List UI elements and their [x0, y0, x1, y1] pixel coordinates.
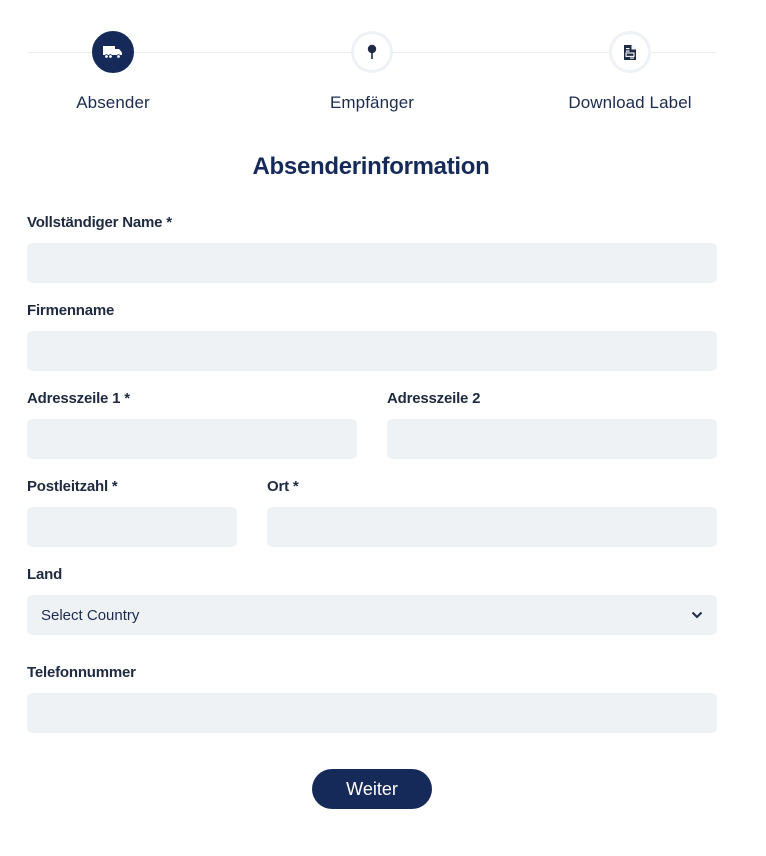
- city-input[interactable]: [267, 507, 717, 547]
- step-circle-sender: [92, 31, 134, 73]
- step-circle-recipient: [351, 31, 393, 73]
- next-button[interactable]: Weiter: [312, 769, 432, 809]
- postal-code-input[interactable]: [27, 507, 237, 547]
- map-pin-icon: [367, 44, 377, 60]
- postal-code-label: Postleitzahl *: [27, 478, 118, 495]
- phone-label: Telefonnummer: [27, 664, 136, 681]
- step-circle-download: [609, 31, 651, 73]
- city-label: Ort *: [267, 478, 299, 495]
- address2-label: Adresszeile 2: [387, 390, 481, 407]
- phone-input[interactable]: [27, 693, 717, 733]
- country-select[interactable]: [27, 595, 717, 635]
- country-select-value: Select Country: [41, 606, 140, 624]
- country-label: Land: [27, 566, 63, 583]
- address2-input[interactable]: [387, 419, 717, 459]
- step-label: Download Label: [568, 93, 692, 112]
- step-label: Absender: [76, 93, 150, 112]
- step-download-label[interactable]: [530, 30, 730, 113]
- step-label: Empfänger: [329, 93, 415, 112]
- form-title: Absenderinformation: [252, 153, 490, 180]
- document-icon: [624, 45, 636, 60]
- chevron-down-icon: [691, 611, 703, 619]
- step-sender[interactable]: [13, 30, 213, 113]
- full-name-input[interactable]: [27, 243, 717, 283]
- address1-label: Adresszeile 1 *: [27, 390, 130, 407]
- progress-stepper: [27, 30, 717, 120]
- address1-input[interactable]: [27, 419, 357, 459]
- full-name-label: Vollständiger Name *: [27, 214, 172, 231]
- company-label: Firmenname: [27, 302, 115, 319]
- truck-icon: [103, 45, 123, 59]
- company-input[interactable]: [27, 331, 717, 371]
- step-recipient[interactable]: [272, 30, 472, 113]
